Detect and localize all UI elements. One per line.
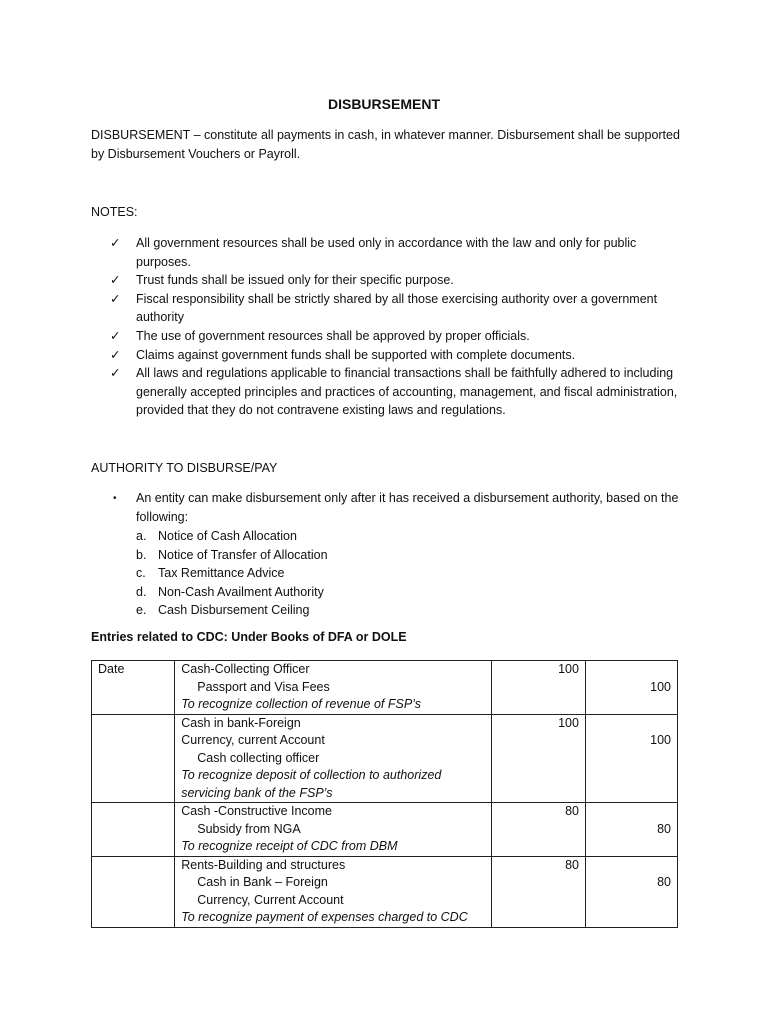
item-text: Tax Remittance Advice — [158, 566, 285, 581]
debit-account: Cash in bank-Foreign — [181, 715, 301, 730]
date-cell — [92, 856, 175, 927]
debit-account-cont: Currency, current Account — [181, 733, 325, 747]
notes-list-item — [110, 234, 680, 271]
entries-heading: Entries related to CDC: Under Books of DFA or DOLE — [91, 630, 407, 644]
debit-amount: 80 — [565, 804, 579, 818]
note-text: All government resources shall be used only in accordance with the law and only for public purposes. — [136, 236, 637, 269]
item-marker: a. — [136, 529, 147, 543]
credit-account-cont: Currency, Current Account — [197, 892, 344, 907]
note-text: Claims against government funds shall be supported with complete documents. — [136, 347, 576, 362]
table-row — [92, 856, 678, 927]
bullet-icon: • — [113, 493, 117, 504]
checkmark-icon: ✓ — [110, 366, 121, 381]
credit-account: Cash in Bank – Foreign — [197, 875, 328, 889]
note-text: All laws and regulations applicable to financial transactions shall be faithfully adhered to including generally accepted principles and practices of accounting, management, and fiscal administration, provided that they do not contravene existing laws and regulations. — [136, 366, 678, 418]
checkmark-icon: ✓ — [110, 328, 121, 343]
debit-cell — [491, 661, 585, 715]
table-row — [92, 714, 678, 803]
item-text: Cash Disbursement Ceiling — [158, 603, 310, 618]
description-cell — [175, 714, 492, 803]
debit-account: Cash-Collecting Officer — [181, 662, 310, 676]
entry-explanation: To recognize receipt of CDC from DBM — [181, 839, 398, 853]
authority-item — [136, 601, 328, 620]
notes-list-item — [110, 271, 680, 290]
authority-bullet — [113, 489, 683, 527]
entry-explanation: To recognize collection of revenue of FSP’s — [181, 697, 421, 711]
authority-item — [136, 546, 328, 565]
description-cell — [175, 856, 492, 927]
item-text: Notice of Transfer of Allocation — [158, 547, 328, 562]
notes-heading: NOTES: — [91, 205, 138, 219]
item-marker: d. — [136, 584, 147, 599]
debit-account: Cash -Constructive Income — [181, 804, 332, 818]
credit-amount: 80 — [657, 821, 671, 836]
authority-item — [136, 564, 328, 583]
authority-item — [136, 583, 328, 602]
date-cell — [92, 803, 175, 857]
debit-amount: 100 — [558, 662, 579, 676]
credit-cell — [585, 661, 677, 715]
note-text: Fiscal responsibility shall be strictly shared by all those exercising authority over a government authority — [136, 291, 658, 325]
notes-list — [110, 234, 680, 420]
entry-explanation: To recognize payment of expenses charged to CDC — [181, 910, 468, 924]
credit-cell — [585, 803, 677, 857]
journal-entries-table — [91, 660, 678, 928]
table-row — [92, 803, 678, 857]
checkmark-icon: ✓ — [110, 291, 121, 306]
checkmark-icon: ✓ — [110, 347, 121, 362]
description-cell — [175, 661, 492, 715]
checkmark-icon: ✓ — [110, 236, 121, 250]
credit-account: Passport and Visa Fees — [197, 679, 330, 694]
entry-explanation: To recognize deposit of collection to authorized servicing bank of the FSP’s — [181, 768, 442, 800]
description-cell — [175, 803, 492, 857]
authority-heading: AUTHORITY TO DISBURSE/PAY — [91, 461, 278, 475]
credit-cell — [585, 714, 677, 803]
date-cell — [92, 714, 175, 803]
table-row — [92, 661, 678, 715]
debit-cell — [491, 856, 585, 927]
checkmark-icon: ✓ — [110, 273, 121, 288]
debit-amount: 80 — [565, 857, 579, 872]
notes-list-item — [110, 290, 680, 327]
credit-account: Cash collecting officer — [197, 750, 320, 765]
debit-cell — [491, 714, 585, 803]
notes-list-item — [110, 364, 680, 420]
authority-item — [136, 527, 328, 546]
note-text: The use of government resources shall be approved by proper officials. — [136, 328, 530, 343]
notes-list-item — [110, 346, 680, 365]
notes-list-item — [110, 327, 680, 346]
authority-items-list — [136, 527, 328, 620]
note-text: Trust funds shall be issued only for their specific purpose. — [136, 273, 454, 288]
page-title: DISBURSEMENT — [327, 96, 440, 112]
debit-cell — [491, 803, 585, 857]
item-marker: e. — [136, 603, 147, 618]
debit-account: Rents-Building and structures — [181, 857, 346, 872]
item-text: Notice of Cash Allocation — [158, 529, 297, 543]
credit-cell — [585, 856, 677, 927]
item-marker: b. — [136, 547, 147, 562]
credit-account: Subsidy from NGA — [197, 821, 301, 836]
intro-paragraph: DISBURSEMENT – constitute all payments in cash, in whatever manner. Disbursement shall be supported by Disbursement Vouchers or Payroll. — [91, 128, 680, 161]
date-header: Date — [98, 662, 125, 676]
item-text: Non-Cash Availment Authority — [158, 584, 324, 599]
credit-amount: 80 — [657, 875, 671, 889]
credit-amount: 100 — [650, 733, 671, 747]
authority-text: An entity can make disbursement only after it has received a disbursement authority, based on the following: — [136, 491, 679, 524]
credit-amount: 100 — [650, 679, 671, 694]
debit-amount: 100 — [558, 715, 579, 730]
date-cell — [92, 661, 175, 715]
item-marker: c. — [136, 566, 146, 581]
